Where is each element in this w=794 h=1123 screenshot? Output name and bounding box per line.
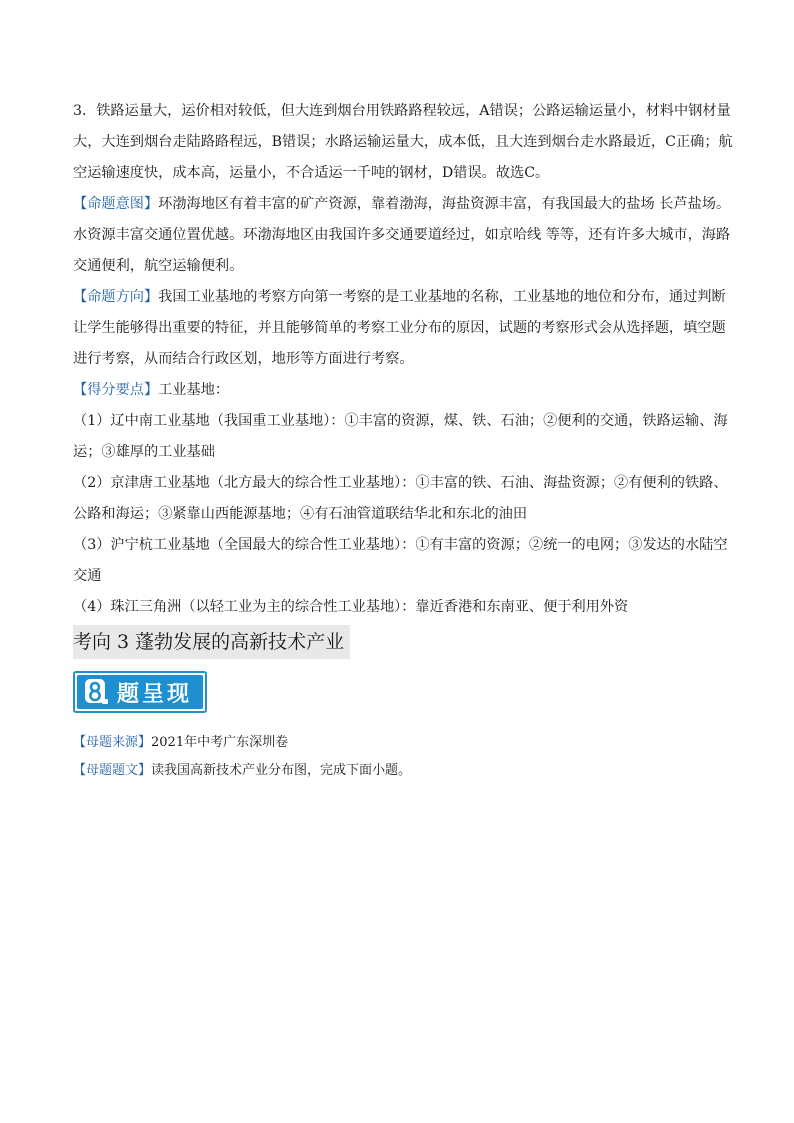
direction-line-2: 让学生能够得出重要的特征，并且能够简单的考察工业分布的原因，试题的考察形式会从选择题，填空题: [73, 320, 726, 336]
source-value: 2021年中考广东深圳卷: [151, 735, 289, 750]
source-line: [73, 727, 723, 758]
direction-line-3: 进行考察，从而结合行政区划，地形等方面进行考察。: [73, 351, 414, 367]
direction-label: 【命题方向】: [73, 289, 159, 305]
answer-3-line-3: 空运输速度快，成本高，运量小，不合适运一千吨的钢材，D错误。故选C。: [73, 165, 550, 181]
item-2-line-2: 公路和海运；③紧靠山西能源基地；④有石油管道联结华北和东北的油田: [73, 506, 528, 522]
points-label: 【得分要点】: [73, 382, 159, 398]
page-content: [73, 96, 733, 784]
badge-container: [73, 671, 723, 719]
item-1-line-1: （1）辽中南工业基地（我国重工业基地）：①丰富的资源，煤、铁、石油；②便利的交通，铁路运输、海: [73, 413, 728, 429]
badge-text: 题呈现: [117, 681, 193, 707]
item-3-line-2: 交通: [73, 568, 102, 584]
intent-line-3: 交通便利，航空运输便利。: [73, 258, 244, 274]
section-heading: 考向 3 蓬勃发展的高新技术产业: [73, 625, 350, 659]
intent-line-1: [73, 189, 731, 220]
item-2-line-1: （2）京津唐工业基地（北方最大的综合性工业基地）：①丰富的铁、石油、海盐资源；②有便利的铁路、: [73, 475, 728, 491]
source-label: 【母题来源】: [73, 735, 152, 750]
answer-3-line-2: 大，大连到烟台走陆路路程远，B错误；水路运输运量大，成本低，且大连到烟台走水路最近，C正确；航: [73, 134, 733, 150]
points-title: 工业基地：: [158, 382, 230, 398]
source-text-line: [73, 758, 723, 784]
direction-line-1: [73, 282, 726, 313]
source-text-label: 【母题题文】: [73, 763, 152, 778]
direction-text-1: 我国工业基地的考察方向第一考察的是工业基地的名称，工业基地的地位和分布，通过判断: [158, 289, 726, 305]
item-3-line-1: （3）沪宁杭工业基地（全国最大的综合性工业基地）：①有丰富的资源；②统一的电网；③发达的水陆空: [73, 537, 728, 553]
intent-line-2: 水资源丰富交通位置优越。环渤海地区由我国许多交通要道经过，如京哈线 等等，还有许多大城市，海路: [73, 227, 731, 243]
intent-label: 【命题意图】: [73, 196, 159, 212]
item-1-line-2: 运；③雄厚的工业基础: [73, 444, 215, 460]
item-4-line-1: （4）珠江三角洲（以轻工业为主的综合性工业基地）：靠近香港和东南亚、便于利用外资: [73, 599, 629, 615]
badge-inner: [77, 675, 203, 709]
intent-text-1: 环渤海地区有着丰富的矿产资源，靠着渤海，海盐资源丰富，有我国最大的盐场 长芦盐场。: [158, 196, 731, 212]
answer-3-line-1: 3．铁路运量大，运价相对较低，但大连到烟台用铁路路程较远，A错误；公路运输运量小，材料中钢材量: [73, 103, 731, 119]
q-icon: [81, 677, 111, 707]
question-badge: [73, 671, 207, 713]
source-text-value: 读我国高新技术产业分布图，完成下面小题。: [151, 763, 412, 778]
points-line: [73, 375, 723, 406]
